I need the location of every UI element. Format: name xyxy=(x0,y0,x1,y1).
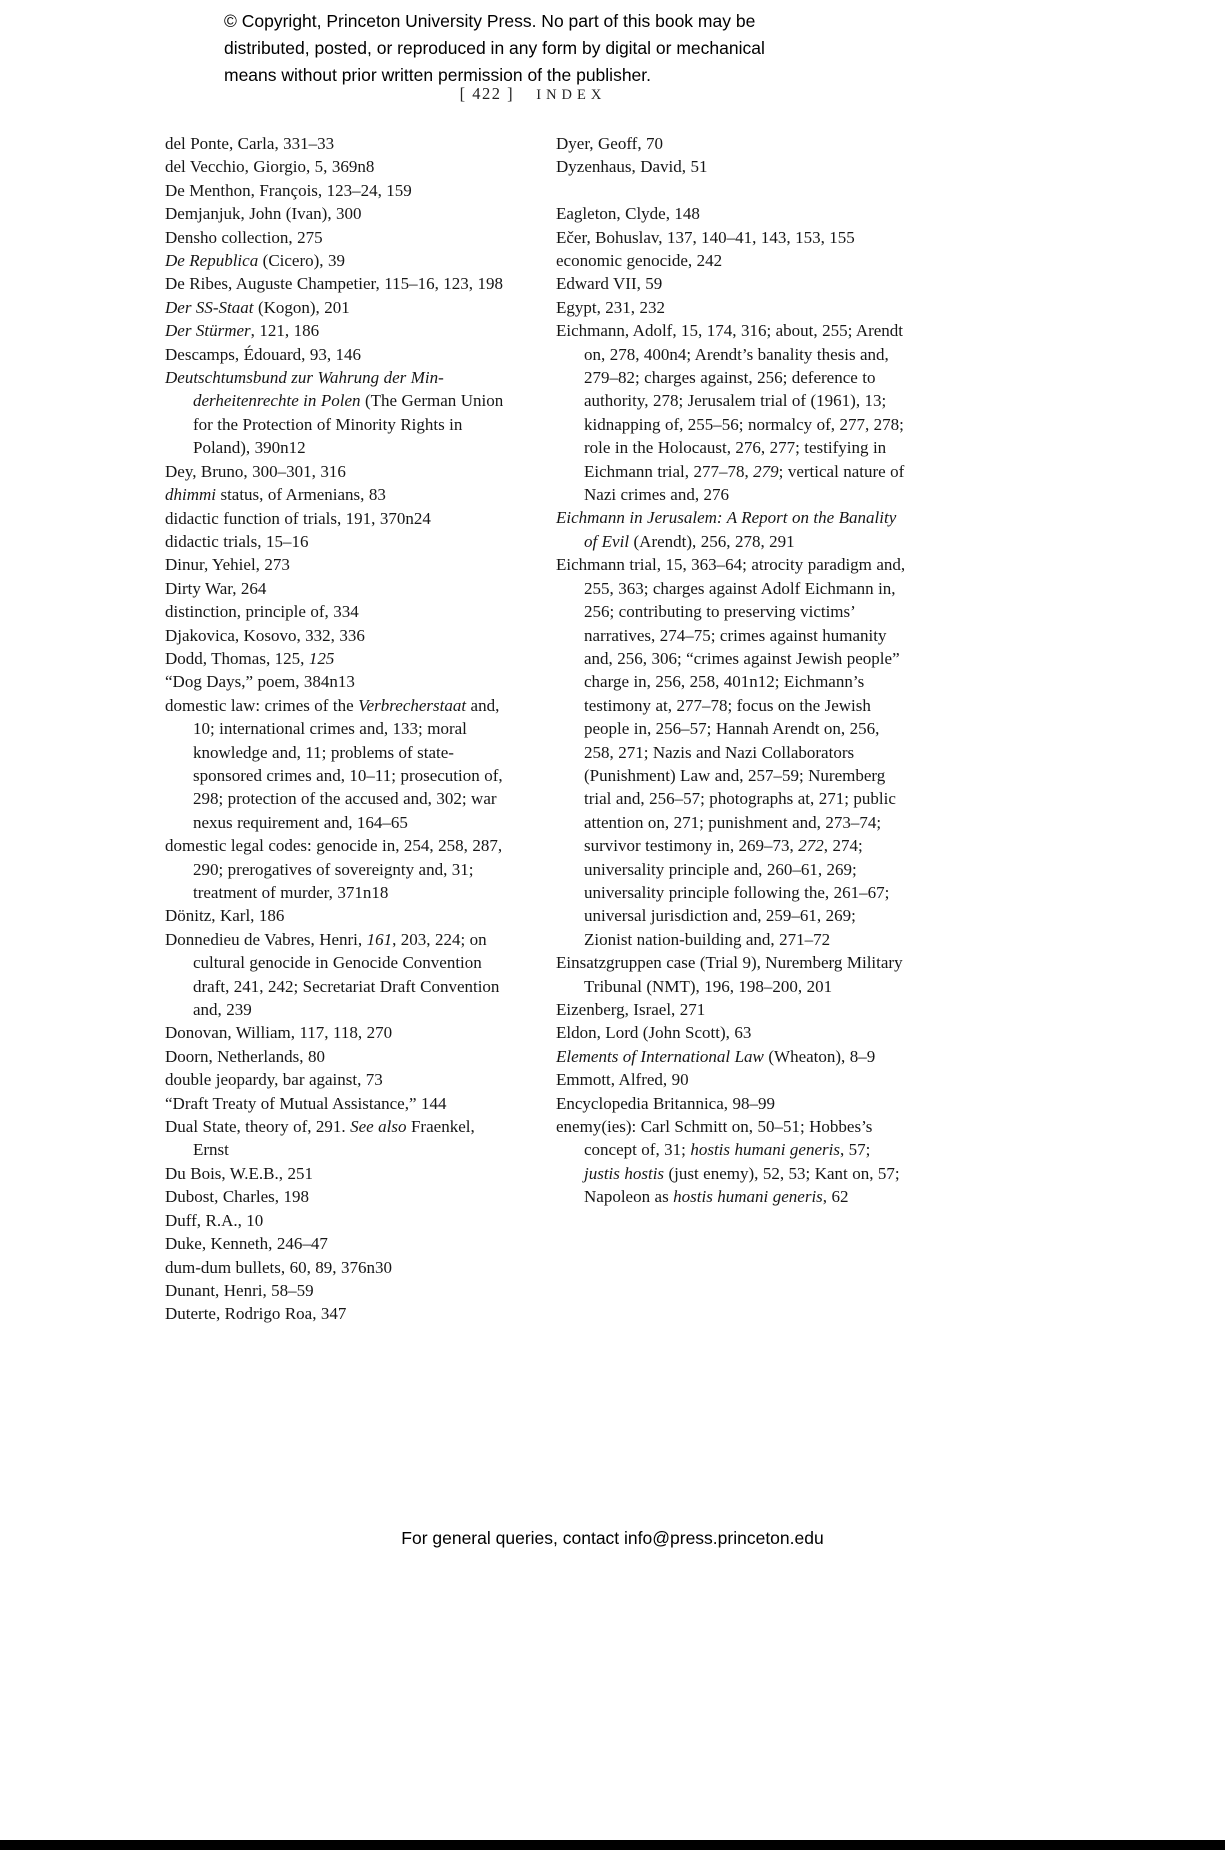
index-entry xyxy=(556,506,906,553)
index-entry-italic-text: De Republica xyxy=(165,251,259,271)
index-entry xyxy=(556,1021,906,1044)
index-entry xyxy=(556,272,906,295)
index-entry-text: Dey, Bruno, 300–301, 316 xyxy=(165,461,346,481)
index-entry xyxy=(165,553,515,576)
index-entry xyxy=(165,319,515,342)
index-entry-text: Eldon, Lord (John Scott), 63 xyxy=(556,1023,752,1043)
index-entry-text: Eichmann trial, 15, 363–64; atrocity paradigm and, 255, 363; charges against Adolf Eichmann in, 256; contributing to preserving victims’ narratives, 274–75; crimes against humanity and, 256, 306; “crimes against Jewish people” charge in, 256, 258, 401n12; Eichmann’s testimony at, 277–78; focus on the Jewish people in, 256–57; Hannah Arendt on, 256, 258, 271; Nazis and Nazi Collaborators (Punishment) Law and, 257–59; Nuremberg trial and, 256–57; photographs at, 271; public attention on, 271; punishment and, 273–74; survivor testimony in, 269–73, xyxy=(556,555,906,856)
copyright-line: means without prior written permission of the publisher. xyxy=(224,64,652,85)
index-entry-text: Doorn, Netherlands, 80 xyxy=(165,1046,325,1066)
index-entry-italic-text: Eichmann in Jerusalem: A Report on the Banality of Evil xyxy=(556,508,897,551)
index-entry-text: Edward VII, 59 xyxy=(556,274,663,294)
page-title: INDEX xyxy=(536,87,607,103)
index-entry xyxy=(165,366,515,460)
index-entry xyxy=(165,226,515,249)
index-entry-text: Einsatzgruppen case (Trial 9), Nuremberg Military Tribunal (NMT), 196, 198–200, 201 xyxy=(556,953,903,996)
index-entry-text: Dual State, theory of, 291. xyxy=(165,1117,351,1137)
index-entry-italic-text: Der Stürmer xyxy=(165,321,251,341)
index-entry-text: , 57; xyxy=(839,1140,871,1160)
index-entry xyxy=(165,155,515,178)
index-entry-text: (Cicero), 39 xyxy=(258,251,345,271)
index-entry-text: Duke, Kenneth, 246–47 xyxy=(165,1234,328,1254)
index-entry xyxy=(165,670,515,693)
index-entry xyxy=(165,507,515,530)
index-entry xyxy=(165,1302,515,1325)
index-entry-italic-text: Elements of International Law xyxy=(556,1046,764,1066)
index-entry-text: Du Bois, W.E.B., 251 xyxy=(165,1163,313,1183)
index-entry xyxy=(165,1209,515,1232)
index-entry-text: Dinur, Yehiel, 273 xyxy=(165,555,290,575)
copyright-line: © Copyright, Princeton University Press. No part of this book may be xyxy=(224,11,756,31)
index-entry-text: , 62 xyxy=(822,1187,849,1207)
index-entry-text: Emmott, Alfred, 90 xyxy=(556,1070,689,1090)
index-entry-text: economic genocide, 242 xyxy=(556,251,723,271)
index-entry-text: Descamps, Édouard, 93, 146 xyxy=(165,344,362,364)
index-entry xyxy=(165,1068,515,1091)
index-entry-text: del Ponte, Carla, 331–33 xyxy=(165,134,335,153)
index-entry xyxy=(165,694,515,834)
index-entry-text: domestic legal codes: genocide in, 254, 258, 287, 290; prerogatives of sovereignty and, 31; treatment of murder, 371n18 xyxy=(165,836,503,902)
index-entry-italic-text: dhimmi xyxy=(165,485,216,505)
index-entry xyxy=(556,553,906,951)
index-entry xyxy=(165,1021,515,1044)
index-entry xyxy=(165,460,515,483)
index-entry-text: enemy(ies): Carl Schmitt on, 50–51; Hobbes’s concept of, 31; xyxy=(556,1117,873,1160)
index-entry-text: (The German Union for the Protection of Minority Rights in Poland), 390n12 xyxy=(193,391,504,458)
index-entry-text: Fraenkel, Ernst xyxy=(193,1117,475,1160)
index-entry-text: (Arendt), 256, 278, 291 xyxy=(629,531,795,551)
index-entry xyxy=(165,249,515,272)
index-entry-text: , 121, 186 xyxy=(250,321,320,341)
index-entry xyxy=(165,928,515,1022)
page-number: [ 422 ] xyxy=(459,84,515,103)
index-entry xyxy=(165,1115,515,1162)
index-entry xyxy=(165,577,515,600)
index-entry-text: status, of Armenians, 83 xyxy=(216,485,386,505)
index-entry-text: Donovan, William, 117, 118, 270 xyxy=(165,1023,393,1043)
index-entry-text: Dyzenhaus, David, 51 xyxy=(556,157,708,177)
index-entry xyxy=(556,1045,906,1068)
page-header xyxy=(165,84,901,104)
index-entry-italic-text: 272 xyxy=(798,836,824,856)
index-entry xyxy=(556,319,906,506)
index-entry-text: De Ribes, Auguste Champetier, 115–16, 123, 198 xyxy=(165,274,503,294)
index-entry-text: Duterte, Rodrigo Roa, 347 xyxy=(165,1304,347,1324)
index-entry-text: Dubost, Charles, 198 xyxy=(165,1187,309,1207)
copyright-notice xyxy=(224,8,874,88)
index-entry-text: De Menthon, François, 123–24, 159 xyxy=(165,180,412,200)
index-entry-text: double jeopardy, bar against, 73 xyxy=(165,1070,383,1090)
index-entry xyxy=(165,483,515,506)
index-entry-text: Ečer, Bohuslav, 137, 140–41, 143, 153, 155 xyxy=(556,227,855,247)
index-entry xyxy=(165,834,515,904)
index-entry xyxy=(165,1232,515,1255)
index-entry-italic-text: Deutschtumsbund zur Wahrung der Minderheitenrechte in Polen xyxy=(165,368,444,411)
index-entry-text: Demjanjuk, John (Ivan), 300 xyxy=(165,204,362,224)
index-entry-text: didactic trials, 15–16 xyxy=(165,531,309,551)
index-entry-text: “Draft Treaty of Mutual Assistance,” 144 xyxy=(165,1093,447,1113)
index-entry-italic-text: Der SS-Staat xyxy=(165,297,254,317)
index-entry-text: (just enemy), 52, 53; Kant on, 57; Napoleon as xyxy=(584,1163,900,1207)
index-entry-text: Dodd, Thomas, 125, xyxy=(165,648,309,668)
index-entry xyxy=(165,132,515,155)
index-entry-text: Dirty War, 264 xyxy=(165,578,267,598)
index-entry xyxy=(165,1185,515,1208)
index-entry xyxy=(556,951,906,998)
index-entry xyxy=(556,1068,906,1091)
index-entry-text: Eagleton, Clyde, 148 xyxy=(556,204,700,224)
index-entry xyxy=(556,1092,906,1115)
scan-edge-bar xyxy=(0,1840,1225,1850)
index-entry-text: and, 10; international crimes and, 133; moral knowledge and, 11; problems of state-sponsored crimes and, 10–11; prosecution of, 298; protection of the accused and, 302; war nexus requirement and, 164–65 xyxy=(193,695,503,832)
index-entry-text: distinction, principle of, 334 xyxy=(165,602,359,622)
index-entry xyxy=(556,202,906,225)
index-entry-text: Egypt, 231, 232 xyxy=(556,297,666,317)
index-entry-text: didactic function of trials, 191, 370n24 xyxy=(165,508,431,528)
index-entry xyxy=(556,998,906,1021)
index-entry-italic-text: 161 xyxy=(366,929,393,949)
footer-contact-text: For general queries, contact info@press.princeton.edu xyxy=(401,1528,824,1548)
index-entry-text: del Vecchio, Giorgio, 5, 369n8 xyxy=(165,157,375,177)
index-entry-text: domestic law: crimes of the xyxy=(165,695,359,715)
index-entry-text: ; vertical nature of Nazi crimes and, 276 xyxy=(584,461,905,505)
index-entry-text: Donnedieu de Vabres, Henri, xyxy=(165,929,367,949)
index-entry-italic-text: 279 xyxy=(753,461,779,481)
index-entry xyxy=(165,904,515,927)
index-entry-text: Dyer, Geoff, 70 xyxy=(556,134,664,153)
index-entry-text: Eichmann, Adolf, 15, 174, 316; about, 255; Arendt on, 278, 400n4; Arendt’s banality thesis and, 279–82; charges against, 256; deference to authority, 278; Jerusalem trial of (1961), 13; kidnapping of, 255–56; normalcy of, 277, 278; role in the Holocaust, 276, 277; testifying in Eichmann trial, 277–78, xyxy=(556,321,904,481)
index-entry xyxy=(556,1115,906,1209)
index-entry-italic-text: See also xyxy=(350,1117,407,1137)
index-entry-text: Dönitz, Karl, 186 xyxy=(165,906,285,926)
index-entry xyxy=(165,1092,515,1115)
index-entry xyxy=(165,647,515,670)
copyright-line: distributed, posted, or reproduced in any form by digital or mechanical xyxy=(224,37,765,58)
index-entry xyxy=(165,296,515,319)
index-columns xyxy=(165,132,907,1326)
index-entry-text: dum-dum bullets, 60, 89, 376n30 xyxy=(165,1257,392,1277)
index-entry xyxy=(165,624,515,647)
index-entry-italic-text: hostis humani generis xyxy=(673,1187,823,1207)
index-entry xyxy=(165,272,515,295)
index-entry-text: Densho collection, 275 xyxy=(165,227,323,247)
index-entry-text: (Kogon), 201 xyxy=(253,297,350,317)
index-entry-italic-text: hostis humani generis xyxy=(690,1140,840,1160)
index-entry xyxy=(165,202,515,225)
index-entry xyxy=(165,1279,515,1302)
index-entry xyxy=(165,1162,515,1185)
index-entry xyxy=(556,132,906,155)
index-entry-italic-text: Verbrecherstaat xyxy=(358,695,467,715)
index-entry xyxy=(165,343,515,366)
index-column-right xyxy=(556,132,906,1209)
index-entry-text: , 274; universality principle and, 260–61, 269; universality principle following the, 261–67; universal jurisdiction and, 259–61, 269; Zionist nation-building and, 271–72 xyxy=(584,836,890,949)
index-entry-text: Encyclopedia Britannica, 98–99 xyxy=(556,1093,775,1113)
index-entry xyxy=(556,226,906,249)
index-entry xyxy=(556,296,906,319)
index-entry xyxy=(165,600,515,623)
index-column-left xyxy=(165,132,515,1326)
section-break xyxy=(556,179,906,202)
index-entry-text: Eizenberg, Israel, 271 xyxy=(556,1000,706,1020)
index-entry-text: Dunant, Henri, 58–59 xyxy=(165,1280,314,1300)
index-entry-text: “Dog Days,” poem, 384n13 xyxy=(165,672,355,692)
index-entry xyxy=(556,155,906,178)
index-entry-italic-text: 125 xyxy=(308,648,335,668)
index-entry xyxy=(165,179,515,202)
index-entry-text: Duff, R.A., 10 xyxy=(165,1210,264,1230)
index-entry xyxy=(556,249,906,272)
index-entry xyxy=(165,1045,515,1068)
index-entry-text: (Wheaton), 8–9 xyxy=(763,1046,876,1066)
index-entry xyxy=(165,1256,515,1279)
index-entry-text: Djakovica, Kosovo, 332, 336 xyxy=(165,625,365,645)
index-entry-text: , 203, 224; on cultural genocide in Genocide Convention draft, 241, 242; Secretariat Draft Convention and, 239 xyxy=(193,929,500,1020)
index-entry xyxy=(165,530,515,553)
index-entry-italic-text: justis hostis xyxy=(584,1163,665,1183)
